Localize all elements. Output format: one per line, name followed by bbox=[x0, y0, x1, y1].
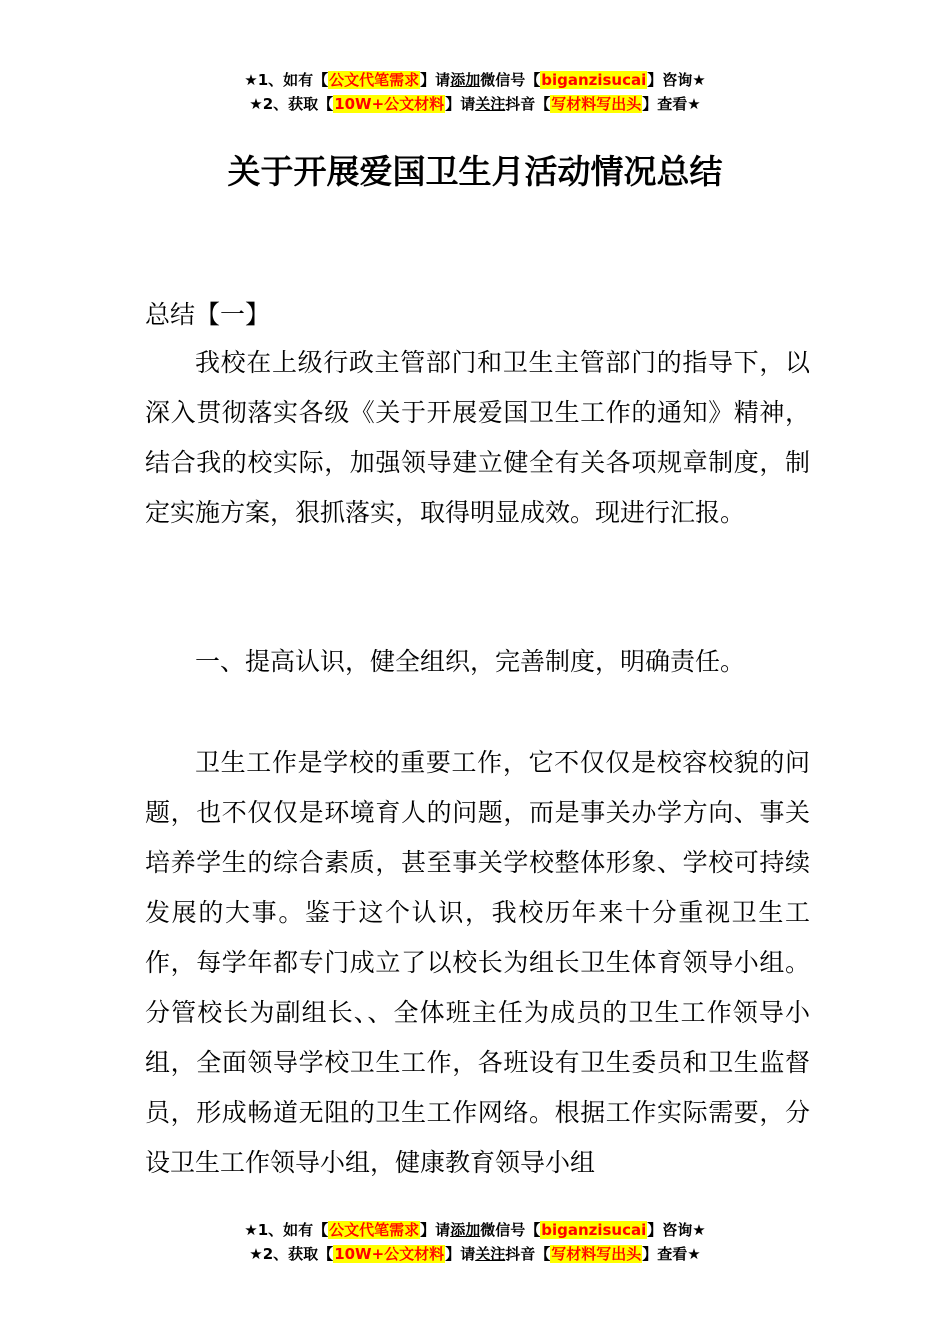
banner-text: 微信号【 bbox=[480, 71, 541, 89]
header-banner bbox=[0, 68, 950, 116]
document-title: 关于开展爱国卫生月活动情况总结 bbox=[227, 152, 723, 191]
banner-text: 】请 bbox=[420, 71, 451, 89]
banner-underline: 添加 bbox=[450, 71, 481, 89]
banner-text: 】请 bbox=[445, 95, 476, 113]
banner-line-2 bbox=[0, 92, 950, 116]
banner-text: ★1、如有【 bbox=[244, 1221, 329, 1239]
banner-text: 抖音【 bbox=[505, 95, 551, 113]
banner-underline: 关注 bbox=[475, 1245, 506, 1263]
section-heading: 总结【一】 bbox=[145, 300, 271, 329]
banner-highlight: 10W+公文材料 bbox=[334, 95, 445, 113]
banner-line-1 bbox=[0, 68, 950, 92]
banner-line-2 bbox=[0, 1242, 950, 1266]
banner-highlight: 写材料写出头 bbox=[551, 1245, 642, 1263]
banner-highlight: 公文代笔需求 bbox=[329, 71, 420, 89]
banner-text: 】咨询★ bbox=[647, 1221, 706, 1239]
banner-highlight: 10W+公文材料 bbox=[334, 1245, 445, 1263]
banner-text: ★2、获取【 bbox=[249, 95, 334, 113]
banner-text: 抖音【 bbox=[505, 1245, 551, 1263]
banner-highlight: 公文代笔需求 bbox=[329, 1221, 420, 1239]
banner-highlight: biganzisucai bbox=[541, 1221, 647, 1239]
banner-text: 】查看★ bbox=[642, 1245, 701, 1263]
banner-text: 】请 bbox=[445, 1245, 476, 1263]
banner-highlight: 写材料写出头 bbox=[551, 95, 642, 113]
banner-text: 】查看★ bbox=[642, 95, 701, 113]
banner-highlight: biganzisucai bbox=[541, 71, 647, 89]
paragraph-intro: 我校在上级行政主管部门和卫生主管部门的指导下，以深入贯彻落实各级《关于开展爱国卫生工作的通知》精神，结合我的校实际，加强领导建立健全有关各项规章制度，制定实施方案，狠抓落实，取得明显成效。现进行汇报。 bbox=[145, 348, 810, 527]
banner-text: ★2、获取【 bbox=[249, 1245, 334, 1263]
footer-banner bbox=[0, 1218, 950, 1266]
banner-underline: 关注 bbox=[475, 95, 506, 113]
subheading-one: 一、提高认识，健全组织，完善制度，明确责任。 bbox=[195, 647, 746, 676]
banner-underline: 添加 bbox=[450, 1221, 481, 1239]
banner-text: ★1、如有【 bbox=[244, 71, 329, 89]
banner-text: 】请 bbox=[420, 1221, 451, 1239]
banner-text: 微信号【 bbox=[480, 1221, 541, 1239]
banner-text: 】咨询★ bbox=[647, 71, 706, 89]
banner-line-1 bbox=[0, 1218, 950, 1242]
paragraph-body: 卫生工作是学校的重要工作，它不仅仅是校容校貌的问题，也不仅仅是环境育人的问题，而是事关办学方向、事关培养学生的综合素质，甚至事关学校整体形象、学校可持续发展的大事。鉴于这个认识，我校历年来十分重视卫生工作，每学年都专门成立了以校长为组长卫生体育领导小组。分管校长为副组长、、全体班主任为成员的卫生工作领导小组，全面领导学校卫生工作，各班设有卫生委员和卫生监督员，形成畅道无阻的卫生工作网络。根据工作实际需要，分设卫生工作领导小组，健康教育领导小组 bbox=[145, 748, 810, 1177]
